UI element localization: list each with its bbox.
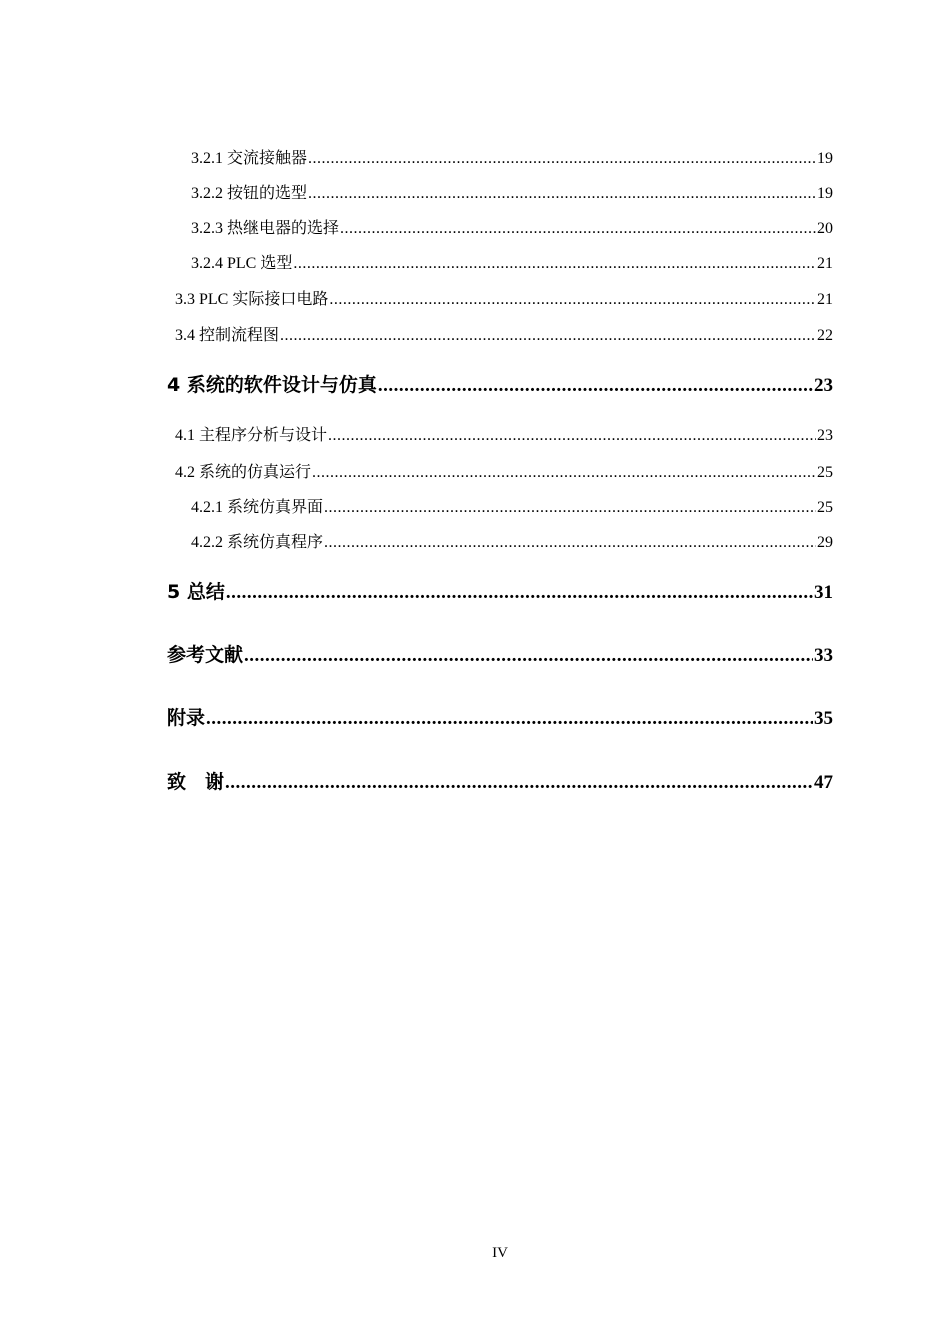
toc-entry[interactable] <box>191 529 833 552</box>
toc-chapter-page: 31 <box>814 582 833 603</box>
toc-entry-page: 19 <box>817 150 833 167</box>
toc-dot-leader <box>340 220 816 238</box>
toc-entry-page: 25 <box>817 464 833 481</box>
toc-dot-leader <box>226 582 813 604</box>
toc-entry-title: 3.2.4 PLC 选型 <box>191 255 293 272</box>
toc-dot-leader <box>225 772 813 794</box>
toc-dot-leader <box>206 708 813 730</box>
toc-entry[interactable] <box>191 215 833 238</box>
toc-chapter-page: 23 <box>814 375 833 396</box>
toc-entry-title: 3.2.3 热继电器的选择 <box>191 220 340 237</box>
toc-entry-page: 22 <box>817 327 833 344</box>
toc-entry[interactable] <box>191 180 833 203</box>
toc-entry-title: 4.2.1 系统仿真界面 <box>191 499 324 516</box>
page-number: IV <box>492 1245 508 1261</box>
toc-chapter-page: 33 <box>814 645 833 666</box>
toc-entry[interactable] <box>191 494 833 517</box>
toc-entry-page: 21 <box>817 255 833 272</box>
toc-chapter-page: 47 <box>814 772 833 793</box>
toc-entry-page: 19 <box>817 185 833 202</box>
toc-entry-title: 4.2 系统的仿真运行 <box>175 464 312 481</box>
toc-entry[interactable] <box>175 459 833 482</box>
toc-dot-leader <box>329 291 816 309</box>
toc-entry-page: 21 <box>817 291 833 308</box>
toc-entry-page: 20 <box>817 220 833 237</box>
toc-dot-leader <box>328 427 816 445</box>
toc-dot-leader <box>324 499 816 517</box>
toc-chapter[interactable] <box>167 577 833 604</box>
toc-chapter[interactable] <box>167 703 833 730</box>
toc-entry[interactable] <box>191 250 833 273</box>
toc-dot-leader <box>324 534 816 552</box>
toc-chapter-title: 参考文献 <box>167 644 244 666</box>
toc-dot-leader <box>280 327 816 345</box>
toc-entry[interactable] <box>175 422 833 445</box>
toc-chapter-title: 致 谢 <box>167 771 225 793</box>
toc-entry[interactable] <box>191 145 833 168</box>
toc-entry-title: 3.4 控制流程图 <box>175 327 280 344</box>
toc-entry-title: 3.3 PLC 实际接口电路 <box>175 291 329 308</box>
toc-dot-leader <box>244 645 813 667</box>
toc-chapter-title: 5 总结 <box>167 581 225 603</box>
toc-entry-page: 29 <box>817 534 833 551</box>
toc-chapter[interactable] <box>167 767 833 794</box>
toc-entry-page: 23 <box>817 427 833 444</box>
toc-dot-leader <box>378 375 813 397</box>
toc-entry-title: 3.2.2 按钮的选型 <box>191 185 308 202</box>
toc-chapter-title: 附录 <box>167 707 206 729</box>
toc-chapter[interactable] <box>167 640 833 667</box>
toc-chapter-title: 4 系统的软件设计与仿真 <box>167 374 377 396</box>
toc-entry-title: 4.1 主程序分析与设计 <box>175 427 328 444</box>
toc-dot-leader <box>308 185 816 203</box>
toc-chapter[interactable] <box>167 370 833 397</box>
toc-entry[interactable] <box>175 322 833 345</box>
toc-entry-title: 4.2.2 系统仿真程序 <box>191 534 324 551</box>
toc-dot-leader <box>293 255 816 273</box>
toc-entry[interactable] <box>175 286 833 309</box>
toc-chapter-page: 35 <box>814 708 833 729</box>
toc-dot-leader <box>312 464 816 482</box>
toc-dot-leader <box>308 150 816 168</box>
toc-entry-title: 3.2.1 交流接触器 <box>191 150 308 167</box>
toc-entry-page: 25 <box>817 499 833 516</box>
